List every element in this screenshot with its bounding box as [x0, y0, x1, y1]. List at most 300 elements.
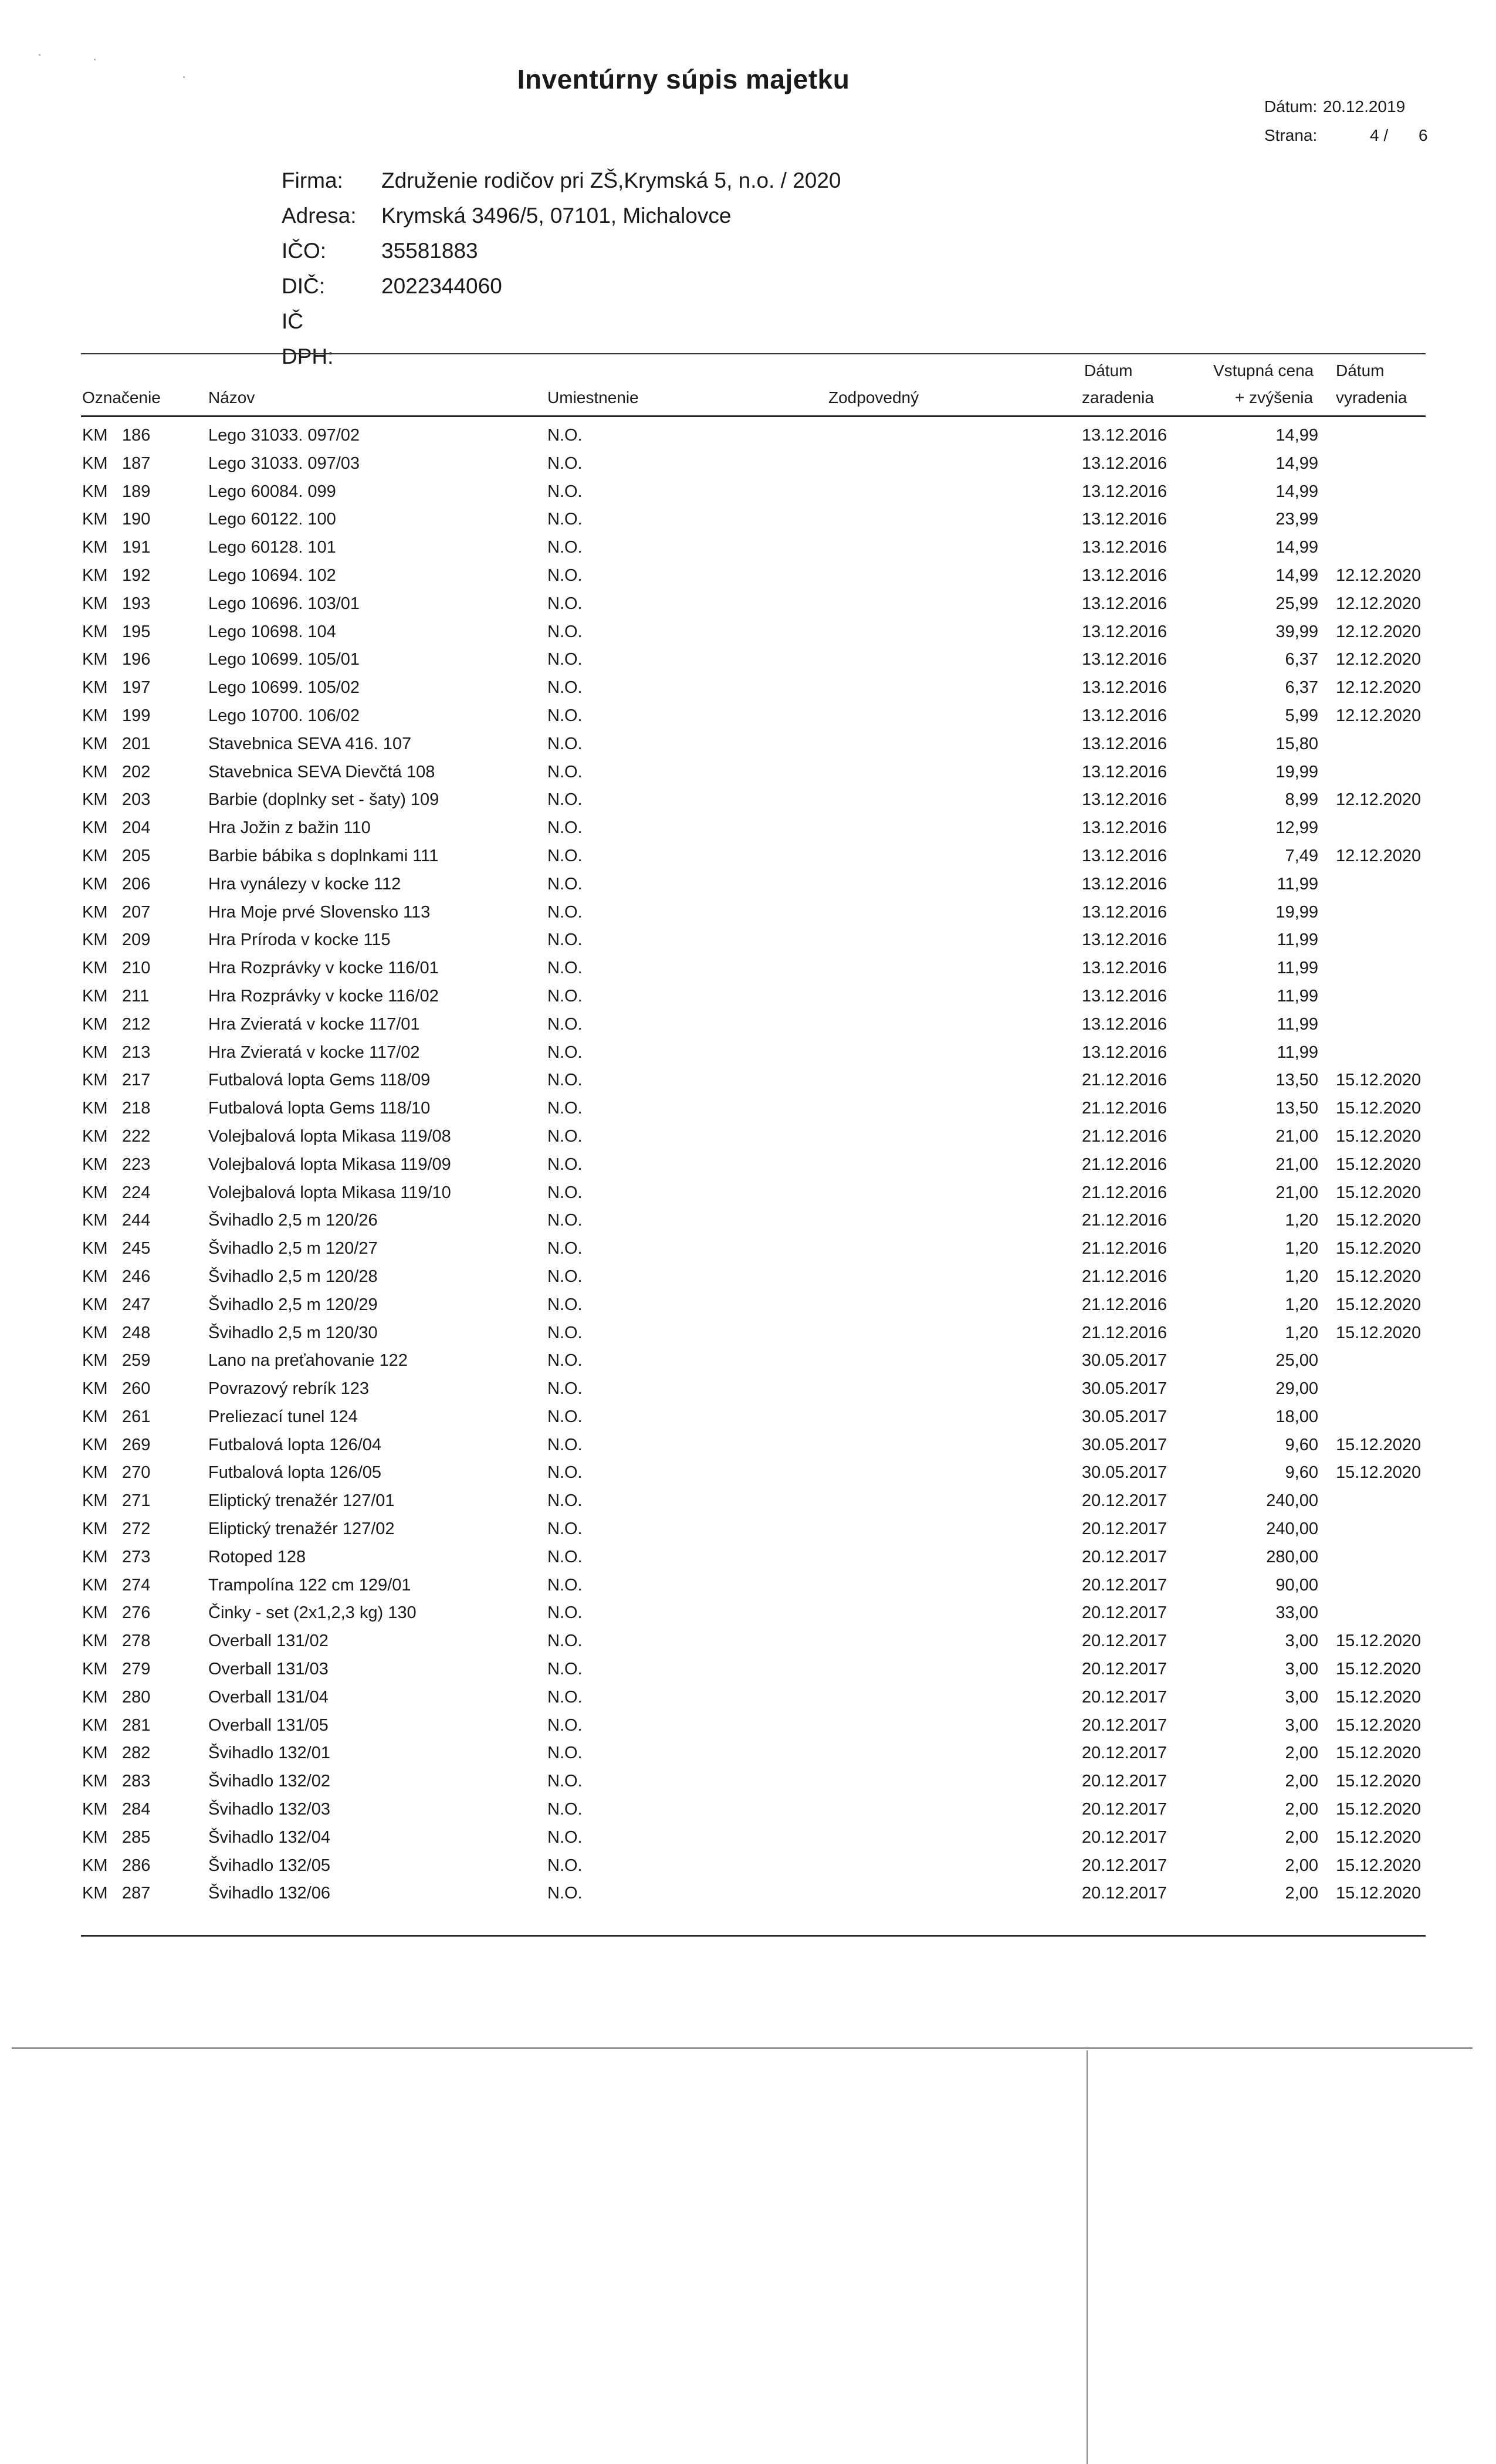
- table-row: [0, 1795, 1496, 1823]
- row-date-added: 13.12.2016: [1082, 734, 1167, 753]
- row-location: N.O.: [547, 930, 583, 950]
- row-date-removed: 15.12.2020: [1336, 1744, 1421, 1763]
- col-oznacenie: Označenie: [82, 388, 161, 407]
- row-number: 259: [122, 1351, 151, 1370]
- row-location: N.O.: [547, 1547, 583, 1566]
- row-name: Futbalová lopta Gems 118/10: [208, 1099, 431, 1118]
- row-price: 2,00: [1285, 1744, 1318, 1763]
- row-location: N.O.: [547, 1407, 583, 1426]
- table-row: [0, 590, 1496, 618]
- row-date-added: 21.12.2016: [1082, 1126, 1167, 1146]
- row-number: 199: [122, 706, 151, 725]
- row-name: Stavebnica SEVA 416. 107: [208, 734, 412, 753]
- row-price: 11,99: [1277, 986, 1318, 1006]
- row-name: Overball 131/03: [208, 1660, 329, 1679]
- row-number: 274: [122, 1575, 151, 1595]
- row-date-added: 21.12.2016: [1082, 1239, 1167, 1258]
- row-date-removed: 15.12.2020: [1336, 1687, 1421, 1707]
- row-location: N.O.: [547, 874, 583, 893]
- row-number: 222: [122, 1126, 151, 1146]
- row-price: 1,20: [1285, 1267, 1318, 1286]
- table-row: [0, 1515, 1496, 1543]
- row-km: KM: [82, 930, 108, 950]
- row-price: 1,20: [1285, 1239, 1318, 1258]
- scan-speck: [94, 59, 96, 60]
- row-km: KM: [82, 678, 108, 698]
- row-number: 196: [122, 650, 151, 669]
- row-date-added: 30.05.2017: [1082, 1379, 1167, 1399]
- row-date-added: 20.12.2017: [1082, 1632, 1167, 1651]
- row-number: 248: [122, 1323, 151, 1342]
- row-name: Hra Moje prvé Slovensko 113: [208, 902, 431, 922]
- row-date-added: 13.12.2016: [1082, 622, 1167, 641]
- row-number: 244: [122, 1211, 151, 1230]
- row-km: KM: [82, 1239, 108, 1258]
- row-location: N.O.: [547, 1715, 583, 1735]
- row-location: N.O.: [547, 1491, 583, 1511]
- row-date-removed: 15.12.2020: [1336, 1827, 1421, 1847]
- row-km: KM: [82, 846, 108, 865]
- row-number: 212: [122, 1014, 151, 1034]
- table-row: [0, 1179, 1496, 1207]
- table-bottom-rule: [81, 1935, 1426, 1937]
- row-date-added: 20.12.2017: [1082, 1575, 1167, 1595]
- table-row: [0, 870, 1496, 898]
- row-location: N.O.: [547, 1126, 583, 1146]
- row-price: 11,99: [1277, 930, 1318, 950]
- table-row: [0, 1010, 1496, 1038]
- row-name: Švihadlo 2,5 m 120/29: [208, 1295, 378, 1314]
- company-dic-label: DIČ:: [282, 274, 325, 298]
- row-date-removed: 12.12.2020: [1336, 846, 1421, 865]
- table-row: [0, 1234, 1496, 1263]
- col-datum-vyradenia-2: vyradenia: [1336, 388, 1407, 407]
- row-location: N.O.: [547, 818, 583, 838]
- row-date-added: 21.12.2016: [1082, 1323, 1167, 1342]
- row-location: N.O.: [547, 1379, 583, 1399]
- row-date-added: 21.12.2016: [1082, 1071, 1167, 1090]
- company-dic-value: 2022344060: [381, 274, 502, 298]
- row-date-added: 30.05.2017: [1082, 1407, 1167, 1426]
- row-km: KM: [82, 1351, 108, 1370]
- row-price: 9,60: [1285, 1463, 1318, 1483]
- row-price: 280,00: [1266, 1547, 1318, 1566]
- row-location: N.O.: [547, 1435, 583, 1454]
- row-date-added: 13.12.2016: [1082, 706, 1167, 725]
- row-number: 283: [122, 1772, 151, 1791]
- col-datum-zaradenia-2: zaradenia: [1082, 388, 1154, 407]
- row-price: 7,49: [1285, 846, 1318, 865]
- row-location: N.O.: [547, 902, 583, 922]
- row-name: Hra Rozprávky v kocke 116/02: [208, 986, 439, 1006]
- row-name: Švihadlo 2,5 m 120/28: [208, 1267, 378, 1286]
- row-name: Švihadlo 132/06: [208, 1884, 330, 1903]
- row-price: 19,99: [1275, 902, 1318, 922]
- company-firma-value: Združenie rodičov pri ZŠ,Krymská 5, n.o. / 2020: [381, 168, 841, 192]
- row-km: KM: [82, 1099, 108, 1118]
- row-km: KM: [82, 1519, 108, 1539]
- row-name: Lego 60122. 100: [208, 510, 336, 529]
- row-price: 6,37: [1285, 650, 1318, 669]
- row-location: N.O.: [547, 986, 583, 1006]
- row-price: 2,00: [1285, 1856, 1318, 1875]
- row-location: N.O.: [547, 594, 583, 613]
- row-km: KM: [82, 1043, 108, 1062]
- row-price: 9,60: [1285, 1435, 1318, 1454]
- row-date-added: 13.12.2016: [1082, 818, 1167, 838]
- row-date-added: 20.12.2017: [1082, 1827, 1167, 1847]
- row-price: 21,00: [1275, 1183, 1318, 1202]
- row-km: KM: [82, 1126, 108, 1146]
- row-date-added: 13.12.2016: [1082, 482, 1167, 501]
- row-date-removed: 12.12.2020: [1336, 622, 1421, 641]
- row-date-added: 13.12.2016: [1082, 874, 1167, 893]
- row-location: N.O.: [547, 1014, 583, 1034]
- row-location: N.O.: [547, 1660, 583, 1679]
- row-date-removed: 15.12.2020: [1336, 1239, 1421, 1258]
- row-name: Švihadlo 132/05: [208, 1856, 330, 1875]
- row-km: KM: [82, 1884, 108, 1903]
- row-km: KM: [82, 874, 108, 893]
- row-number: 284: [122, 1800, 151, 1819]
- row-km: KM: [82, 1183, 108, 1202]
- row-number: 206: [122, 874, 151, 893]
- row-number: 202: [122, 762, 151, 781]
- row-km: KM: [82, 706, 108, 725]
- row-km: KM: [82, 650, 108, 669]
- row-name: Lego 10699. 105/02: [208, 678, 360, 698]
- row-km: KM: [82, 1014, 108, 1034]
- row-location: N.O.: [547, 1632, 583, 1651]
- row-number: 201: [122, 734, 151, 753]
- row-km: KM: [82, 1744, 108, 1763]
- table-row: [0, 730, 1496, 758]
- row-number: 286: [122, 1856, 151, 1875]
- row-name: Lego 10694. 102: [208, 566, 336, 585]
- row-price: 14,99: [1275, 566, 1318, 585]
- row-price: 2,00: [1285, 1772, 1318, 1791]
- row-name: Hra Zvieratá v kocke 117/02: [208, 1043, 420, 1062]
- row-number: 192: [122, 566, 151, 585]
- row-number: 281: [122, 1715, 151, 1735]
- row-location: N.O.: [547, 426, 583, 445]
- row-number: 245: [122, 1239, 151, 1258]
- table-row: [0, 1543, 1496, 1571]
- page-label: Strana:: [1264, 126, 1318, 144]
- table-row: [0, 533, 1496, 561]
- row-date-added: 13.12.2016: [1082, 959, 1167, 978]
- row-name: Švihadlo 132/02: [208, 1772, 330, 1791]
- row-price: 6,37: [1285, 678, 1318, 698]
- row-km: KM: [82, 1800, 108, 1819]
- col-zodpovedny: Zodpovedný: [828, 388, 919, 407]
- table-row: [0, 673, 1496, 702]
- row-date-added: 20.12.2017: [1082, 1800, 1167, 1819]
- row-number: 205: [122, 846, 151, 865]
- row-number: 187: [122, 453, 151, 473]
- company-ico-value: 35581883: [381, 239, 478, 263]
- row-location: N.O.: [547, 1603, 583, 1623]
- row-date-removed: 15.12.2020: [1336, 1772, 1421, 1791]
- company-icdph-label: IČ DPH:: [282, 309, 334, 368]
- row-price: 23,99: [1275, 510, 1318, 529]
- row-name: Lego 60084. 099: [208, 482, 336, 501]
- row-date-added: 13.12.2016: [1082, 986, 1167, 1006]
- row-price: 240,00: [1266, 1491, 1318, 1511]
- row-number: 204: [122, 818, 151, 838]
- row-km: KM: [82, 538, 108, 557]
- table-row: [0, 1683, 1496, 1711]
- row-date-added: 21.12.2016: [1082, 1155, 1167, 1174]
- row-date-removed: 12.12.2020: [1336, 706, 1421, 725]
- table-row: [0, 505, 1496, 533]
- row-number: 197: [122, 678, 151, 698]
- table-row: [0, 1487, 1496, 1515]
- row-price: 15,80: [1275, 734, 1318, 753]
- row-number: 213: [122, 1043, 151, 1062]
- row-name: Eliptický trenažér 127/01: [208, 1491, 395, 1511]
- row-price: 21,00: [1275, 1126, 1318, 1146]
- row-price: 2,00: [1285, 1884, 1318, 1903]
- col-datum-zaradenia-1: Dátum: [1084, 361, 1133, 380]
- row-name: Overball 131/04: [208, 1687, 329, 1707]
- row-location: N.O.: [547, 1687, 583, 1707]
- table-row: [0, 1431, 1496, 1459]
- row-location: N.O.: [547, 1043, 583, 1062]
- row-name: Lego 10696. 103/01: [208, 594, 360, 613]
- row-date-added: 21.12.2016: [1082, 1267, 1167, 1286]
- table-row: [0, 1655, 1496, 1683]
- row-date-removed: 15.12.2020: [1336, 1183, 1421, 1202]
- table-row: [0, 1319, 1496, 1347]
- row-date-removed: 15.12.2020: [1336, 1323, 1421, 1342]
- row-name: Rotoped 128: [208, 1547, 306, 1566]
- row-date-added: 30.05.2017: [1082, 1351, 1167, 1370]
- row-name: Volejbalová lopta Mikasa 119/08: [208, 1126, 451, 1146]
- row-number: 190: [122, 510, 151, 529]
- row-name: Hra Zvieratá v kocke 117/01: [208, 1014, 420, 1034]
- row-name: Futbalová lopta Gems 118/09: [208, 1071, 431, 1090]
- row-km: KM: [82, 1379, 108, 1399]
- row-location: N.O.: [547, 1800, 583, 1819]
- row-date-added: 20.12.2017: [1082, 1660, 1167, 1679]
- row-date-added: 21.12.2016: [1082, 1183, 1167, 1202]
- row-price: 25,99: [1275, 594, 1318, 613]
- row-price: 3,00: [1285, 1632, 1318, 1651]
- row-km: KM: [82, 453, 108, 473]
- row-date-added: 13.12.2016: [1082, 453, 1167, 473]
- row-name: Činky - set (2x1,2,3 kg) 130: [208, 1603, 417, 1623]
- row-date-added: 21.12.2016: [1082, 1211, 1167, 1230]
- row-date-added: 21.12.2016: [1082, 1295, 1167, 1314]
- row-price: 14,99: [1275, 453, 1318, 473]
- row-name: Eliptický trenažér 127/02: [208, 1519, 395, 1539]
- row-location: N.O.: [547, 1519, 583, 1539]
- row-name: Povrazový rebrík 123: [208, 1379, 370, 1399]
- row-date-added: 13.12.2016: [1082, 510, 1167, 529]
- row-price: 11,99: [1277, 1014, 1318, 1034]
- col-datum-vyradenia-1: Dátum: [1336, 361, 1385, 380]
- table-row: [0, 1375, 1496, 1403]
- row-km: KM: [82, 1575, 108, 1595]
- row-location: N.O.: [547, 1827, 583, 1847]
- row-name: Lego 10698. 104: [208, 622, 336, 641]
- row-price: 90,00: [1275, 1575, 1318, 1595]
- row-location: N.O.: [547, 1351, 583, 1370]
- row-km: KM: [82, 426, 108, 445]
- row-number: 260: [122, 1379, 151, 1399]
- row-location: N.O.: [547, 1099, 583, 1118]
- row-date-removed: 12.12.2020: [1336, 566, 1421, 585]
- row-price: 3,00: [1285, 1660, 1318, 1679]
- table-row: [0, 1346, 1496, 1375]
- row-km: KM: [82, 1407, 108, 1426]
- table-row: [0, 842, 1496, 870]
- row-date-added: 13.12.2016: [1082, 678, 1167, 698]
- row-date-added: 13.12.2016: [1082, 930, 1167, 950]
- table-row: [0, 1038, 1496, 1067]
- row-price: 13,50: [1275, 1099, 1318, 1118]
- row-location: N.O.: [547, 1856, 583, 1875]
- table-row: [0, 561, 1496, 590]
- table-row: [0, 1879, 1496, 1907]
- table-row: [0, 1599, 1496, 1627]
- row-name: Hra Príroda v kocke 115: [208, 930, 391, 950]
- row-name: Švihadlo 2,5 m 120/30: [208, 1323, 378, 1342]
- row-km: KM: [82, 1827, 108, 1847]
- row-number: 186: [122, 426, 151, 445]
- row-name: Lano na preťahovanie 122: [208, 1351, 408, 1370]
- row-name: Švihadlo 132/03: [208, 1800, 330, 1819]
- row-price: 1,20: [1285, 1295, 1318, 1314]
- row-number: 246: [122, 1267, 151, 1286]
- row-name: Hra vynálezy v kocke 112: [208, 874, 401, 893]
- row-date-added: 20.12.2017: [1082, 1687, 1167, 1707]
- row-km: KM: [82, 1491, 108, 1511]
- row-number: 247: [122, 1295, 151, 1314]
- row-price: 14,99: [1275, 538, 1318, 557]
- row-number: 203: [122, 790, 151, 810]
- row-km: KM: [82, 762, 108, 781]
- row-price: 11,99: [1277, 1043, 1318, 1062]
- row-price: 19,99: [1275, 762, 1318, 781]
- row-number: 195: [122, 622, 151, 641]
- row-number: 273: [122, 1547, 151, 1566]
- row-location: N.O.: [547, 678, 583, 698]
- row-name: Lego 10700. 106/02: [208, 706, 360, 725]
- row-price: 1,20: [1285, 1211, 1318, 1230]
- row-date-removed: 15.12.2020: [1336, 1884, 1421, 1903]
- row-km: KM: [82, 594, 108, 613]
- row-km: KM: [82, 818, 108, 838]
- row-number: 218: [122, 1099, 151, 1118]
- row-km: KM: [82, 622, 108, 641]
- row-name: Volejbalová lopta Mikasa 119/09: [208, 1155, 451, 1174]
- row-name: Stavebnica SEVA Dievčtá 108: [208, 762, 435, 781]
- row-location: N.O.: [547, 1295, 583, 1314]
- row-price: 14,99: [1275, 482, 1318, 501]
- col-cena-2: + zvýšenia: [1235, 388, 1314, 407]
- row-date-added: 13.12.2016: [1082, 650, 1167, 669]
- row-date-added: 13.12.2016: [1082, 566, 1167, 585]
- row-date-removed: 15.12.2020: [1336, 1800, 1421, 1819]
- row-number: 191: [122, 538, 151, 557]
- row-date-added: 20.12.2017: [1082, 1519, 1167, 1539]
- row-location: N.O.: [547, 482, 583, 501]
- inventory-table: [0, 421, 1496, 1907]
- row-km: KM: [82, 482, 108, 501]
- row-km: KM: [82, 790, 108, 810]
- row-date-added: 20.12.2017: [1082, 1603, 1167, 1623]
- row-name: Barbie bábika s doplnkami 111: [208, 846, 439, 865]
- row-number: 224: [122, 1183, 151, 1202]
- row-number: 189: [122, 482, 151, 501]
- header-top-rule: [81, 353, 1426, 354]
- row-number: 287: [122, 1884, 151, 1903]
- row-price: 14,99: [1275, 426, 1318, 445]
- row-number: 210: [122, 959, 151, 978]
- row-number: 282: [122, 1744, 151, 1763]
- row-location: N.O.: [547, 1239, 583, 1258]
- row-name: Volejbalová lopta Mikasa 119/10: [208, 1183, 451, 1202]
- company-firma-label: Firma:: [282, 168, 343, 192]
- row-location: N.O.: [547, 846, 583, 865]
- row-date-added: 13.12.2016: [1082, 1043, 1167, 1062]
- row-price: 21,00: [1275, 1155, 1318, 1174]
- row-location: N.O.: [547, 790, 583, 810]
- table-row: [0, 421, 1496, 449]
- row-location: N.O.: [547, 762, 583, 781]
- row-price: 240,00: [1266, 1519, 1318, 1539]
- row-date-removed: 15.12.2020: [1336, 1099, 1421, 1118]
- row-number: 272: [122, 1519, 151, 1539]
- row-date-added: 30.05.2017: [1082, 1435, 1167, 1454]
- row-number: 278: [122, 1632, 151, 1651]
- row-km: KM: [82, 1463, 108, 1483]
- col-nazov: Názov: [208, 388, 255, 407]
- row-date-added: 13.12.2016: [1082, 426, 1167, 445]
- row-price: 18,00: [1275, 1407, 1318, 1426]
- col-cena-1: Vstupná cena: [1213, 361, 1314, 380]
- row-price: 33,00: [1275, 1603, 1318, 1623]
- row-price: 25,00: [1275, 1351, 1318, 1370]
- table-row: [0, 898, 1496, 926]
- table-row: [0, 1852, 1496, 1880]
- row-number: 261: [122, 1407, 151, 1426]
- row-name: Lego 60128. 101: [208, 538, 336, 557]
- row-number: 211: [122, 986, 150, 1006]
- row-km: KM: [82, 986, 108, 1006]
- row-name: Lego 31033. 097/02: [208, 426, 360, 445]
- row-name: Lego 31033. 097/03: [208, 453, 360, 473]
- row-number: 280: [122, 1687, 151, 1707]
- row-location: N.O.: [547, 1463, 583, 1483]
- row-location: N.O.: [547, 734, 583, 753]
- row-date-added: 20.12.2017: [1082, 1772, 1167, 1791]
- row-location: N.O.: [547, 1071, 583, 1090]
- row-km: KM: [82, 734, 108, 753]
- date-label: Dátum:: [1264, 97, 1318, 116]
- row-date-added: 20.12.2017: [1082, 1491, 1167, 1511]
- row-date-added: 13.12.2016: [1082, 790, 1167, 810]
- table-row: [0, 1711, 1496, 1739]
- row-name: Švihadlo 2,5 m 120/26: [208, 1211, 378, 1230]
- row-km: KM: [82, 1547, 108, 1566]
- row-number: 285: [122, 1827, 151, 1847]
- row-date-removed: 15.12.2020: [1336, 1155, 1421, 1174]
- row-location: N.O.: [547, 1772, 583, 1791]
- row-number: 276: [122, 1603, 151, 1623]
